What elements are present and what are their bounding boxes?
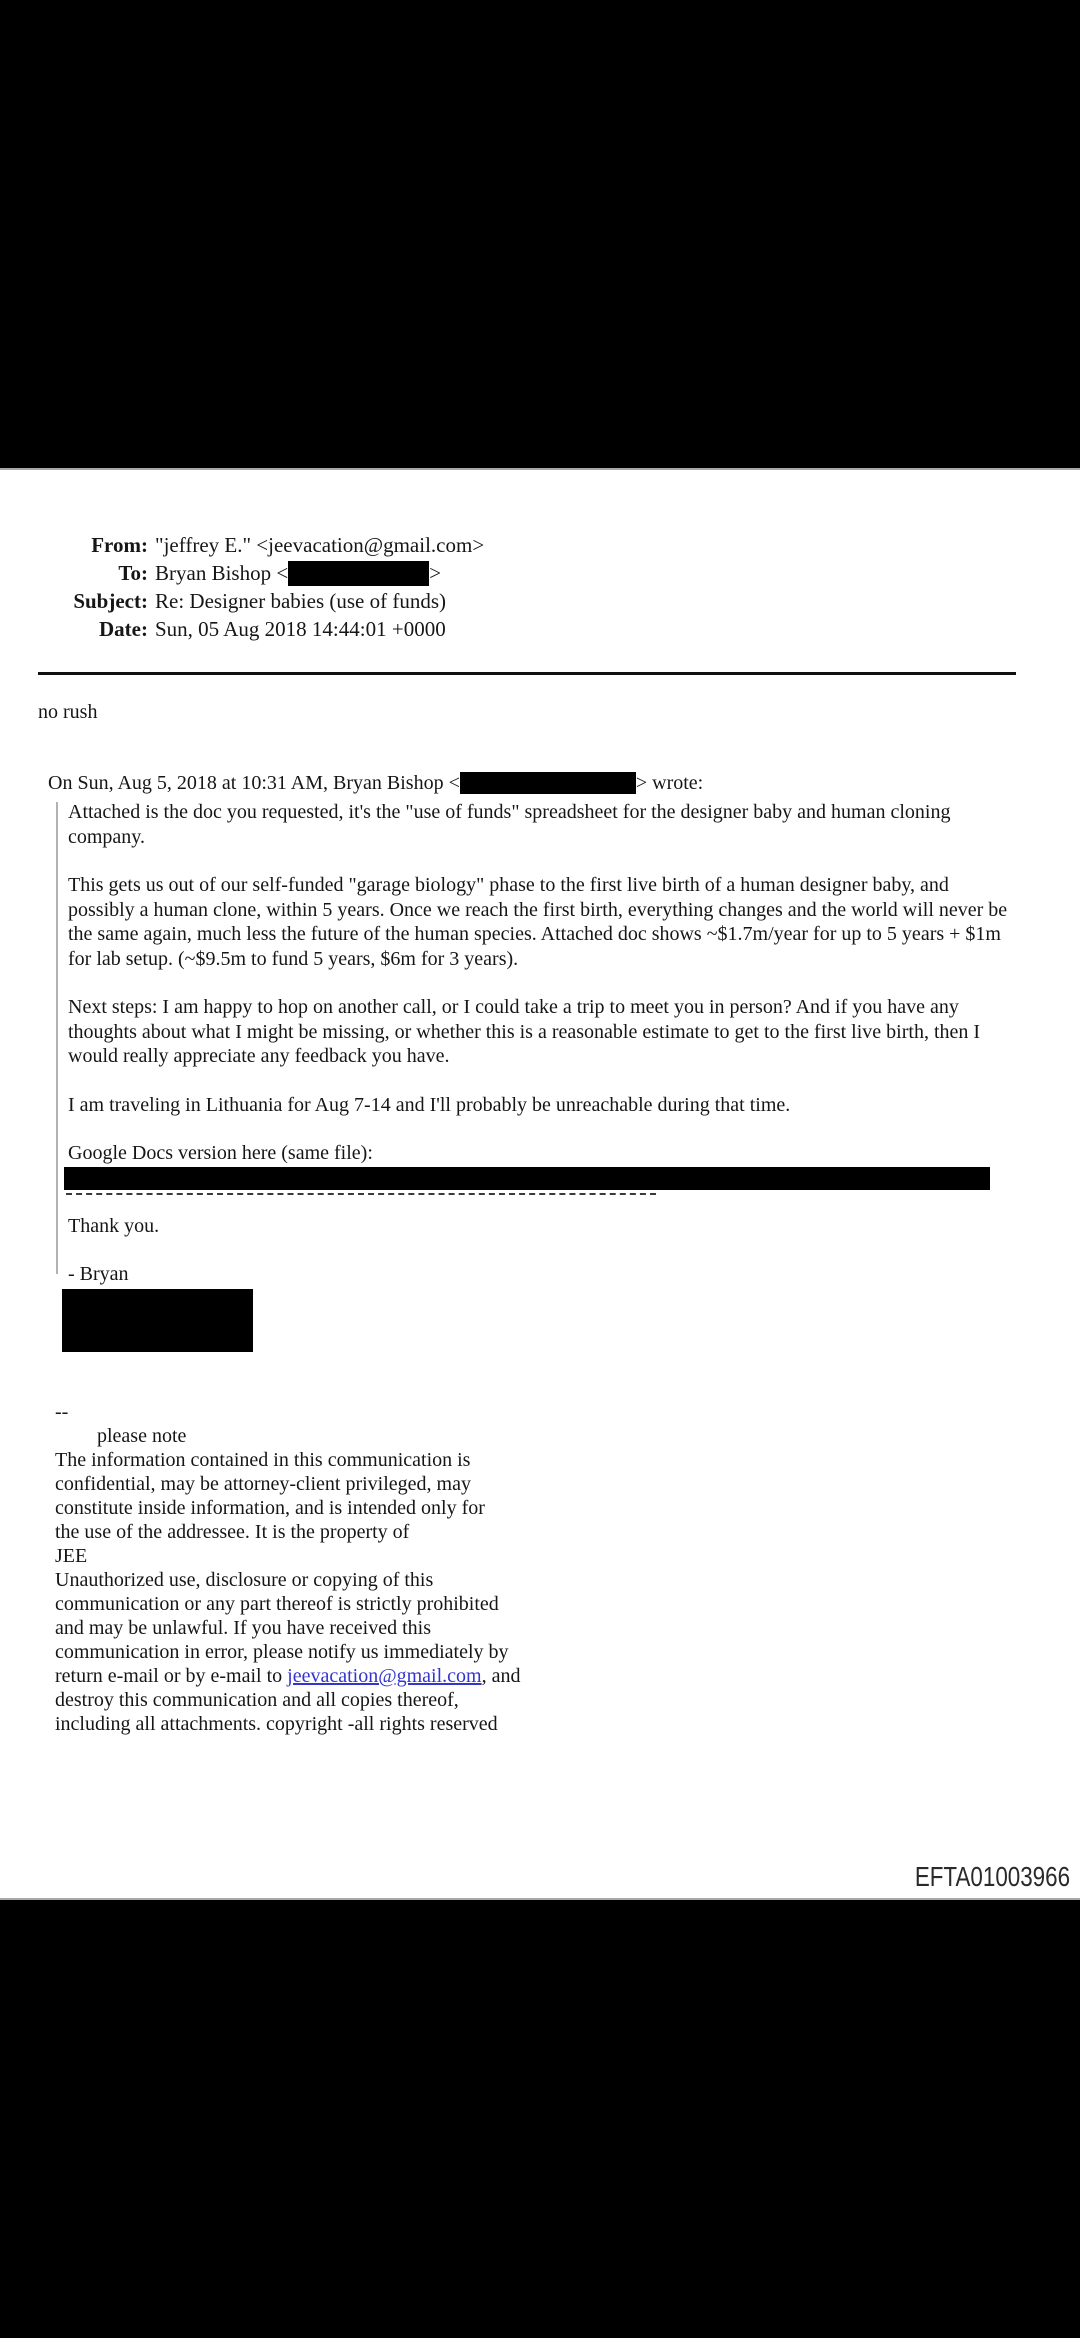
- quote-attribution: [48, 772, 703, 795]
- date-label: Date:: [99, 617, 148, 641]
- header-divider: [38, 672, 1016, 675]
- signature-line: - Bryan: [68, 1263, 129, 1285]
- disclaimer-line: The information contained in this communication is: [55, 1449, 471, 1471]
- top-letterbox: [0, 0, 1080, 470]
- disclaimer-footer: [55, 1400, 520, 1736]
- to-value-suffix: >: [429, 561, 442, 585]
- header-row-subject: [0, 587, 484, 615]
- quote-attribution-prefix: On Sun, Aug 5, 2018 at 10:31 AM, Bryan Bishop <: [48, 772, 460, 794]
- to-value-prefix: Bryan Bishop <: [155, 561, 289, 585]
- to-value: [155, 559, 441, 587]
- from-value: "jeffrey E." <jeevacation@gmail.com>: [155, 533, 485, 557]
- signature-separator: --: [55, 1401, 69, 1423]
- link-line-prefix: return e-mail or by e-mail to: [55, 1665, 288, 1687]
- header-row-date: [0, 615, 484, 643]
- disclaimer-line: confidential, may be attorney-client privileged, may: [55, 1473, 471, 1495]
- disclaimer-line: and may be unlawful. If you have received this: [55, 1617, 431, 1639]
- disclaimer-line: including all attachments. copyright -all rights reserved: [55, 1713, 498, 1735]
- subject-label: Subject:: [73, 589, 148, 613]
- date-value: Sun, 05 Aug 2018 14:44:01 +0000: [155, 617, 446, 641]
- reply-note: no rush: [38, 701, 98, 723]
- to-label: To:: [118, 561, 148, 585]
- bottom-letterbox: [0, 1898, 1080, 2338]
- please-note-heading: please note: [97, 1425, 187, 1447]
- disclaimer-link-line: [55, 1664, 520, 1688]
- quoted-paragraph: Attached is the doc you requested, it's the "use of funds" spreadsheet for the designer baby and human cloning company.: [68, 801, 951, 848]
- subject-value: Re: Designer babies (use of funds): [155, 589, 447, 613]
- redaction-block-signature: [62, 1289, 253, 1352]
- quoted-message-body: [68, 800, 1020, 1352]
- quote-border: [56, 802, 58, 1274]
- quote-attribution-suffix: > wrote:: [635, 772, 704, 794]
- disclaimer-line: constitute inside information, and is intended only for: [55, 1497, 485, 1519]
- quoted-paragraph: I am traveling in Lithuania for Aug 7-14 and I'll probably be unreachable during that time.: [68, 1093, 791, 1116]
- bates-number: EFTA01003966: [914, 1861, 1070, 1892]
- from-label: From:: [91, 533, 148, 557]
- redaction-underline-remnant: [66, 1193, 656, 1195]
- header-row-to: [0, 559, 484, 587]
- google-docs-line: Google Docs version here (same file):: [68, 1142, 373, 1164]
- quoted-paragraph: This gets us out of our self-funded "garage biology" phase to the first live birth of a human designer baby, and possibly a human clone, within 5 years. Once we reach the first birth, everything changes and the world will never be the same again, much less the future of the human species. Attached doc shows ~$1.7m/year for up to 5 years + $1m for lab setup. (~$9.5m to fund 5 years, $6m for 3 years).: [68, 874, 1008, 970]
- contact-email-link[interactable]: jeevacation@gmail.com: [287, 1665, 482, 1687]
- quoted-paragraph: Next steps: I am happy to hop on another call, or I could take a trip to meet you in person? And if you have any thoughts about what I might be missing, or whether this is a reasonable estimate to get to the first live birth, then I would really appreciate any feedback you have.: [68, 996, 981, 1067]
- link-line-suffix: , and: [481, 1665, 521, 1687]
- redaction-bar-google-docs-link: [64, 1167, 990, 1190]
- disclaimer-line: Unauthorized use, disclosure or copying of this: [55, 1569, 434, 1591]
- redaction-bar-to-address: [288, 561, 429, 586]
- disclaimer-line: destroy this communication and all copies thereof,: [55, 1689, 459, 1711]
- header-row-from: [0, 531, 484, 559]
- disclaimer-line: JEE: [55, 1545, 88, 1567]
- email-header-block: [0, 531, 484, 643]
- redaction-bar-quoted-address: [460, 772, 636, 794]
- disclaimer-line: communication in error, please notify us immediately by: [55, 1641, 509, 1663]
- thank-you-line: Thank you.: [68, 1214, 160, 1237]
- disclaimer-line: the use of the addressee. It is the property of: [55, 1521, 410, 1543]
- disclaimer-line: communication or any part thereof is strictly prohibited: [55, 1593, 499, 1615]
